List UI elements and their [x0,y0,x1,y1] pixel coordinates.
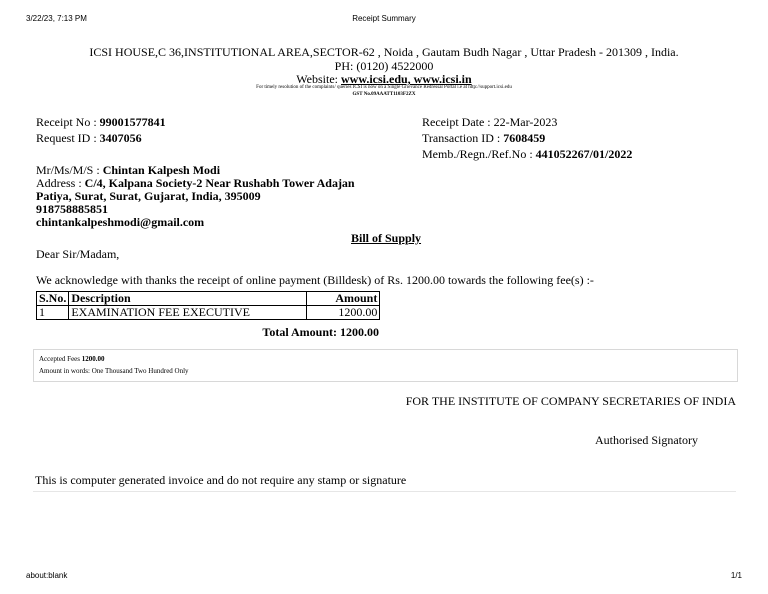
receipt-no: Receipt No : 99001577841 [36,115,166,129]
print-page-title: Receipt Summary [352,14,416,23]
gst-number: GST No.09AAATT1103F2ZX [352,92,416,97]
website-links[interactable]: www.icsi.edu, www.icsi.in [341,72,472,86]
customer-address: Address : C/4, Kalpana Society-2 Near Rushabh Tower Adajan [36,176,355,190]
grievance-note: For timely resolution of the complaints/ queries ICSI is now on a Single Grievance Redressal Portal i.e at http://support.icsi.edu [256,85,512,90]
print-page-number: 1/1 [730,571,742,580]
org-phone: PH: (0120) 4522000 [334,59,434,73]
membership-no: Memb./Regn./Ref.No : 441052267/01/2022 [422,147,633,161]
footer-note: This is computer generated invoice and do not require any stamp or signature [35,473,407,487]
request-id: Request ID : 3407056 [36,131,142,145]
cell-description: EXAMINATION FEE EXECUTIVE [69,306,307,320]
print-datetime: 3/22/23, 7:13 PM [26,14,87,23]
cell-sno: 1 [37,306,69,320]
print-url: about:blank [26,571,68,580]
amount-summary-box [33,349,738,382]
col-sno: S.No. [37,292,69,306]
customer-name: Mr/Ms/M/S : Chintan Kalpesh Modi [36,163,221,177]
receipt-date: Receipt Date : 22-Mar-2023 [422,115,558,129]
acknowledgement: We acknowledge with thanks the receipt of online payment (Billdesk) of Rs. 1200.00 towards the following fee(s) :- [36,273,594,287]
table-row [37,306,380,320]
org-address: ICSI HOUSE,C 36,INSTITUTIONAL AREA,SECTOR-62 , Noida , Gautam Budh Nagar , Uttar Pradesh - 201309 , India. [89,45,679,59]
website-label: Website: [296,72,341,86]
salutation: Dear Sir/Madam, [36,247,120,261]
transaction-id: Transaction ID : 7608459 [422,131,546,145]
fees-table-header [37,292,380,306]
authorised-signatory: Authorised Signatory [595,433,698,447]
accepted-fees: Accepted Fees 1200.00 [39,355,105,363]
org-line: FOR THE INSTITUTE OF COMPANY SECRETARIES OF INDIA [405,394,736,408]
divider [33,491,736,492]
col-description: Description [69,292,307,306]
total-amount: Total Amount: 1200.00 [262,325,379,339]
amount-in-words: Amount in words: One Thousand Two Hundred Only [39,367,189,375]
customer-phone: 918758885851 [36,202,108,216]
cell-amount: 1200.00 [307,306,380,320]
customer-email: chintankalpeshmodi@gmail.com [36,215,205,229]
customer-address-line2: Patiya, Surat, Surat, Gujarat, India, 395009 [36,189,261,203]
bill-title: Bill of Supply [351,231,422,245]
fees-table [36,291,380,320]
col-amount: Amount [307,292,380,306]
